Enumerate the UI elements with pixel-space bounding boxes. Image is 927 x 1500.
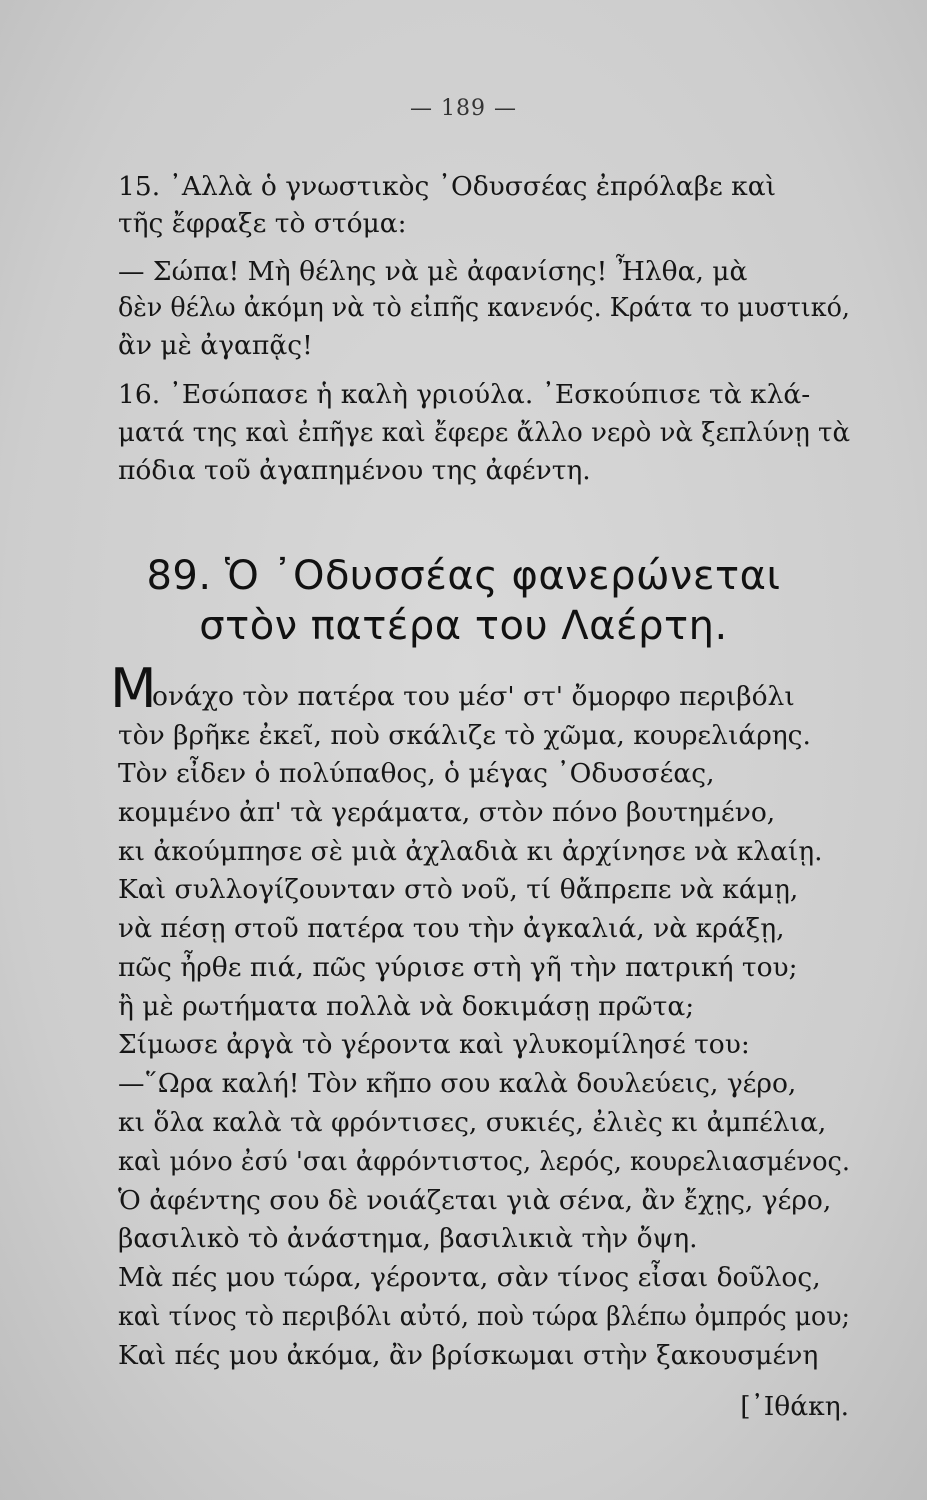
text-line: 15. ᾿Αλλὰ ὁ γνωστικὸς ᾿Οδυσσέας ἐπρόλαβε καὶ	[118, 171, 777, 202]
poem-line: καὶ τίνος τὸ περιβόλι αὐτό, ποὺ τώρα βλέπω ὀμπρός μου;	[118, 1301, 850, 1332]
poem-line: βασιλικὸ τὸ ἀνάστημα, βασιλικιὰ τὴν ὄψη.	[118, 1223, 698, 1254]
poem-line: —῞Ωρα καλή! Τὸν κῆπο σου καλὰ δουλεύεις, γέρο,	[118, 1068, 797, 1099]
poem-line: κομμένο ἀπ' τὰ γεράματα, στὸν πόνο βουτημένο,	[118, 797, 776, 828]
page-number: — 189 —	[410, 96, 517, 121]
poem-line: Καὶ πές μου ἀκόμα, ἂν βρίσκωμαι στὴν ξακουσμένη	[118, 1340, 819, 1371]
chapter-heading-line-1: 89. Ὁ ᾿Οδυσσέας φανερώνεται	[146, 553, 781, 599]
poem-line: ἢ μὲ ρωτήματα πολλὰ νὰ δοκιμάσῃ πρῶτα;	[118, 991, 695, 1022]
drop-cap: Μ	[110, 657, 157, 720]
poem-line-continuation: [᾿Ιθάκη.	[740, 1391, 849, 1422]
poem-line: Τὸν εἶδεν ὁ πολύπαθος, ὁ μέγας ᾿Οδυσσέας,	[118, 758, 715, 789]
text-line: δὲν θέλω ἀκόμη νὰ τὸ εἰπῆς κανενός. Κράτα το μυστικό,	[118, 292, 850, 323]
poem-line: πῶς ἦρθε πιά, πῶς γύρισε στὴ γῆ τὴν πατρική του;	[118, 952, 798, 983]
poem-line: καὶ μόνο ἐσύ 'σαι ἀφρόντιστος, λερός, κουρελιασμένος.	[118, 1146, 851, 1177]
poem-line: Ὁ ἀφέντης σου δὲ νοιάζεται γιὰ σένα, ἂν ἔχῃς, γέρο,	[118, 1185, 832, 1216]
text-line: — Σώπα! Μὴ θέλης νὰ μὲ ἀφανίσης! Ἦλθα, μὰ	[118, 256, 748, 287]
poem-line: Καὶ συλλογίζουνταν στὸ νοῦ, τί θἄπρεπε νὰ κάμῃ,	[118, 874, 799, 905]
poem-line: τὸν βρῆκε ἐκεῖ, ποὺ σκάλιζε τὸ χῶμα, κουρελιάρης.	[118, 720, 811, 751]
poem-line: ονάχο τὸν πατέρα του μέσ' στ' ὄμορφο περιβόλι	[152, 681, 795, 712]
poem-line: Μὰ πές μου τώρα, γέροντα, σὰν τίνος εἶσαι δοῦλος,	[118, 1262, 821, 1293]
poem-line: κι ὅλα καλὰ τὰ φρόντισες, συκιές, ἐλιὲς κι ἀμπέλια,	[118, 1107, 827, 1138]
poem-line: κι ἀκούμπησε σὲ μιὰ ἀχλαδιὰ κι ἀρχίνησε νὰ κλαίῃ.	[118, 836, 823, 867]
text-line: 16. ᾿Εσώπασε ἡ καλὴ γριούλα. ᾿Εσκούπισε τὰ κλά-	[118, 379, 811, 410]
chapter-heading-line-2: στὸν πατέρα του Λαέρτη.	[199, 603, 728, 649]
text-line: ματά της καὶ ἐπῆγε καὶ ἔφερε ἄλλο νερὸ νὰ ξεπλύνῃ τὰ	[118, 417, 851, 448]
text-line: πόδια τοῦ ἀγαπημένου της ἀφέντη.	[118, 455, 591, 486]
poem-line: νὰ πέσῃ στοῦ πατέρα του τὴν ἀγκαλιά, νὰ κράξῃ,	[118, 913, 785, 944]
text-line: ἂν μὲ ἀγαπᾷς!	[118, 330, 313, 361]
poem-line: Σίμωσε ἀργὰ τὸ γέροντα καὶ γλυκομίλησέ του:	[118, 1029, 750, 1060]
text-line: τῆς ἔφραξε τὸ στόμα:	[118, 208, 407, 239]
